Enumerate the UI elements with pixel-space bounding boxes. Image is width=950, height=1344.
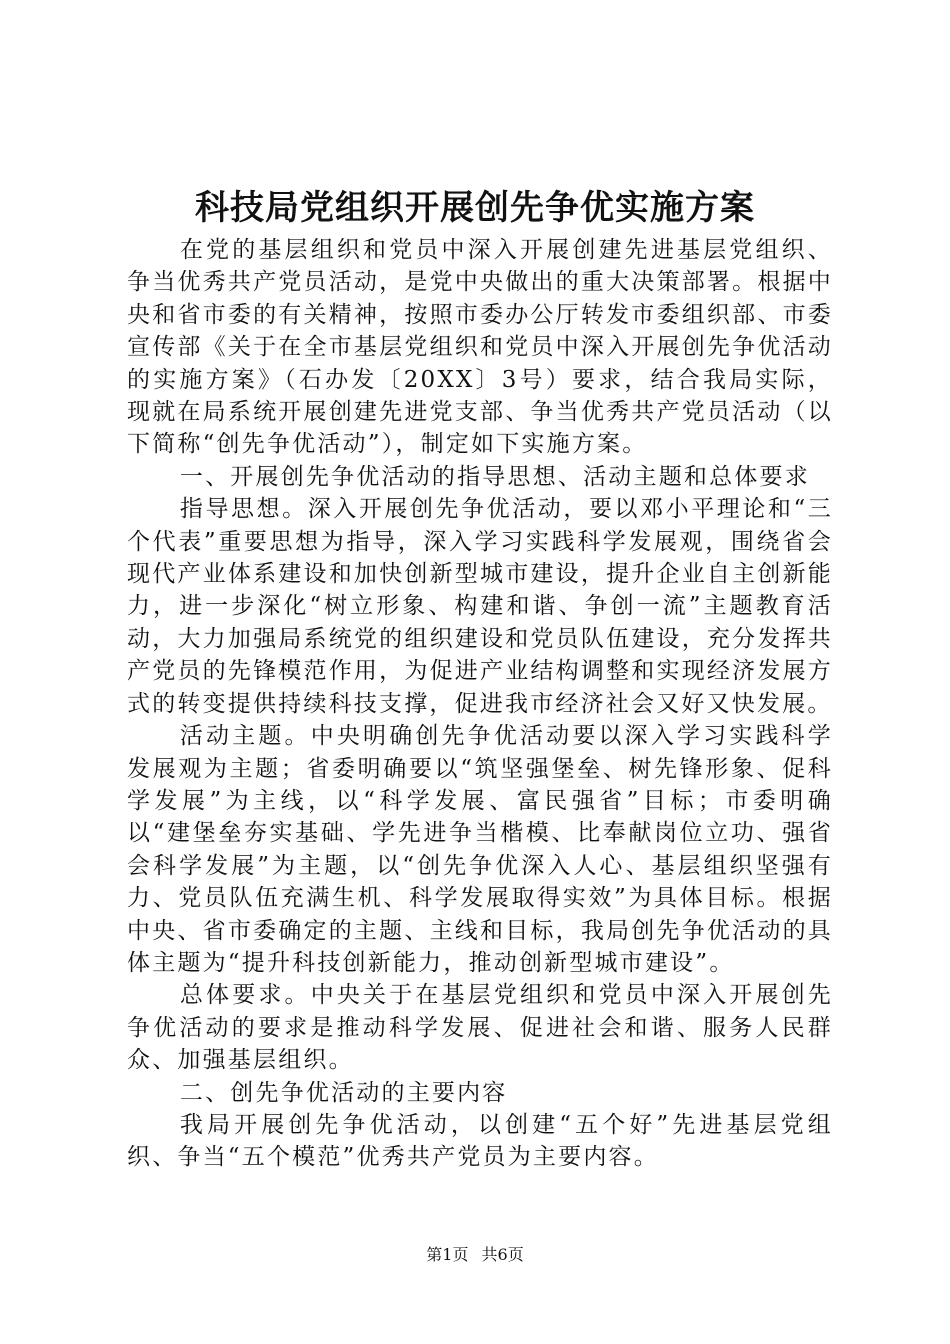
page-number: 第1页	[426, 1245, 469, 1264]
document-title: 科技局党组织开展创先争优实施方案	[195, 188, 755, 228]
guiding-thought-paragraph: 指导思想。深入开展创先争优活动，要以邓小平理论和“三个代表”重要思想为指导，深入学习实践科学发展观，围绕省会现代产业体系建设和加快创新型城市建设，提升企业自主创新能力，进一步深化“树立形象、构建和谐、争创一流”主题教育活动，大力加强局系统党的组织建设和党员队伍建设，充分发挥共产党员的先锋模范作用，为促进产业结构调整和实现经济发展方式的转变提供持续科技支撑，促进我市经济社会又好又快发展。	[127, 496, 833, 717]
section-heading-2: 二、创先争优活动的主要内容	[179, 1079, 508, 1106]
main-content-paragraph: 我局开展创先争优活动，以创建“五个好”先进基层党组织、争当“五个模范”优秀共产党员为主要内容。	[127, 1111, 833, 1171]
overall-requirements-paragraph: 总体要求。中央关于在基层党组织和党员中深入开展创先争优活动的要求是推动科学发展、促进社会和谐、服务人民群众、加强基层组织。	[127, 982, 833, 1074]
intro-paragraph: 在党的基层组织和党员中深入开展创建先进基层党组织、争当优秀共产党员活动，是党中央做出的重大决策部署。根据中央和省市委的有关精神，按照市委办公厅转发市委组织部、市委宣传部《关于在全市基层党组织和党员中深入开展创先争优活动的实施方案》（石办发〔20XX〕3号）要求，结合我局实际，现就在局系统开展创建先进党支部、争当优秀共产党员活动（以下简称“创先争优活动”），制定如下实施方案。	[127, 237, 833, 458]
document-body	[127, 234, 833, 1174]
page-total: 共6页	[481, 1245, 524, 1264]
page-footer	[0, 1244, 950, 1266]
activity-theme-paragraph: 活动主题。中央明确创先争优活动要以深入学习实践科学发展观为主题；省委明确要以“筑坚强堡垒、树先锋形象、促科学发展”为主线，以“科学发展、富民强省”目标；市委明确以“建堡垒夯实基础、学先进争当楷模、比奉献岗位立功、强省会科学发展”为主题，以“创先争优深入人心、基层组织坚强有力、党员队伍充满生机、科学发展取得实效”为具体目标。根据中央、省市委确定的主题、主线和目标，我局创先争优活动的具体主题为“提升科技创新能力，推动创新型城市建设”。	[127, 723, 833, 976]
section-heading-1: 一、开展创先争优活动的指导思想、活动主题和总体要求	[179, 463, 810, 490]
